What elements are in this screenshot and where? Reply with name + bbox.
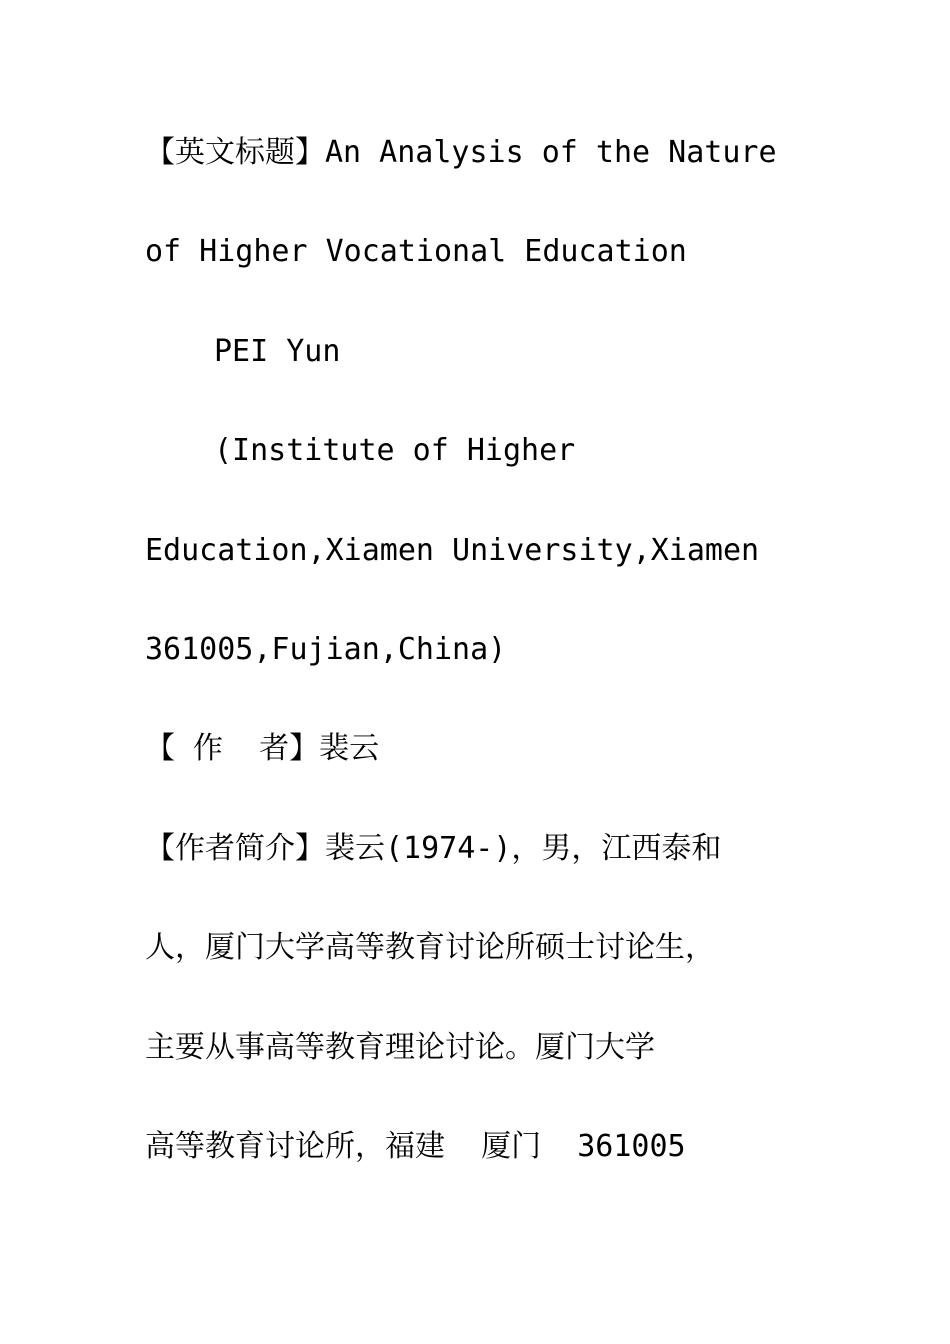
affiliation-line-3: 361005,Fujian,China) bbox=[145, 632, 507, 667]
author-bio-line-4: 高等教育讨论所，福建 厦门 361005 bbox=[145, 1129, 686, 1164]
english-title-line-1: 【英文标题】An Analysis of the Nature bbox=[145, 135, 777, 170]
affiliation-line-1: (Institute of Higher bbox=[214, 433, 576, 468]
author-field: 【 作 者】裴云 bbox=[145, 731, 380, 766]
author-english-name: PEI Yun bbox=[214, 334, 341, 369]
english-title-line-2: of Higher Vocational Education bbox=[145, 234, 687, 269]
author-bio-line-3: 主要从事高等教育理论讨论。厦门大学 bbox=[145, 1030, 655, 1065]
author-bio-line-1: 【作者简介】裴云(1974-)，男，江西泰和 bbox=[145, 831, 722, 866]
author-bio-line-2: 人，厦门大学高等教育讨论所硕士讨论生， bbox=[145, 930, 715, 965]
affiliation-line-2: Education,Xiamen University,Xiamen bbox=[145, 533, 760, 568]
